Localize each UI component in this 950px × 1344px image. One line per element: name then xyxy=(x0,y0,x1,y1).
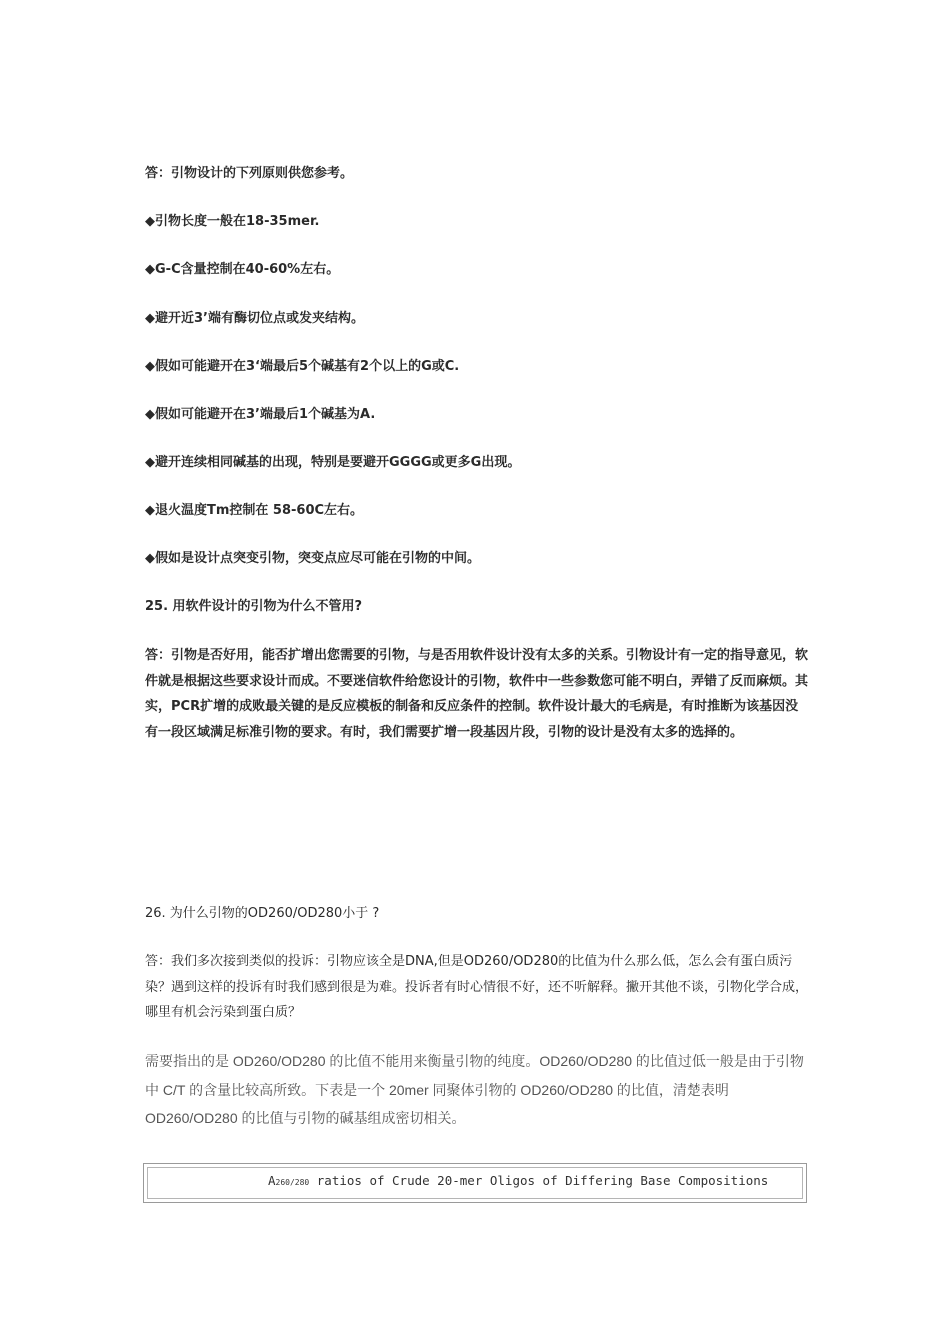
question-25: 25. 用软件设计的引物为什么不管用? xyxy=(145,599,363,614)
rule-item: ◆假如是设计点突变引物，突变点应尽可能在引物的中间。 xyxy=(145,551,480,566)
rule-item: ◆避开连续相同碱基的出现，特别是要避开GGGG或更多G出现。 xyxy=(145,455,521,470)
rule-item: ◆引物长度一般在18-35mer. xyxy=(145,214,320,229)
table-header-cell xyxy=(147,1167,803,1199)
note-paragraph: 需要指出的是 OD260/OD280 的比值不能用来衡量引物的纯度。OD260/OD280 的比值过低一般是由于引物中 C/T 的含量比较高所致。下表是一个 20mer 同聚体引物的 OD260/OD280 的比值，清楚表明 OD260/OD280 的比值与引物的碱基组成密切相关。 xyxy=(145,1053,804,1126)
answer-intro: 答：引物设计的下列原则供您参考。 xyxy=(145,166,354,181)
table-title-prefix: A xyxy=(268,1173,276,1188)
answer-26: 答：我们多次接到类似的投诉：引物应该全是DNA,但是OD260/OD280的比值为什么那么低，怎么会有蛋白质污染？遇到这样的投诉有时我们感到很是为难。投诉者有时心情很不好，还不听解释。撇开其他不谈，引物化学合成，哪里有机会污染到蛋白质？ xyxy=(145,954,809,1021)
table-title-rest: ratios of Crude 20-mer Oligos of Differing Base Compositions xyxy=(309,1173,769,1188)
table-title xyxy=(268,1173,768,1188)
table-title-subscript: 260/280 xyxy=(275,1178,310,1187)
rule-item: ◆假如可能避开在3’端最后1个碱基为A. xyxy=(145,407,376,422)
rule-item: ◆避开近3’端有酶切位点或发夹结构。 xyxy=(145,311,364,326)
rule-item: ◆假如可能避开在3‘端最后5个碱基有2个以上的G或C. xyxy=(145,359,460,374)
rule-item: ◆退火温度Tm控制在 58-60C左右。 xyxy=(145,503,364,518)
question-26: 26. 为什么引物的OD260/OD280小于 ? xyxy=(145,906,380,921)
rule-item: ◆G-C含量控制在40-60%左右。 xyxy=(145,262,340,277)
data-table xyxy=(143,1163,807,1203)
answer-25: 答：引物是否好用，能否扩增出您需要的引物，与是否用软件设计没有太多的关系。引物设计有一定的指导意见，软件就是根据这些要求设计而成。不要迷信软件给您设计的引物，软件中一些参数您可能不明白，弄错了反而麻烦。其实，PCR扩增的成败最关键的是反应模板的制备和反应条件的控制。软件设计最大的毛病是，有时推断为该基因没有一段区域满足标准引物的要求。有时，我们需要扩增一段基因片段，引物的设计是没有太多的选择的。 xyxy=(145,648,809,740)
